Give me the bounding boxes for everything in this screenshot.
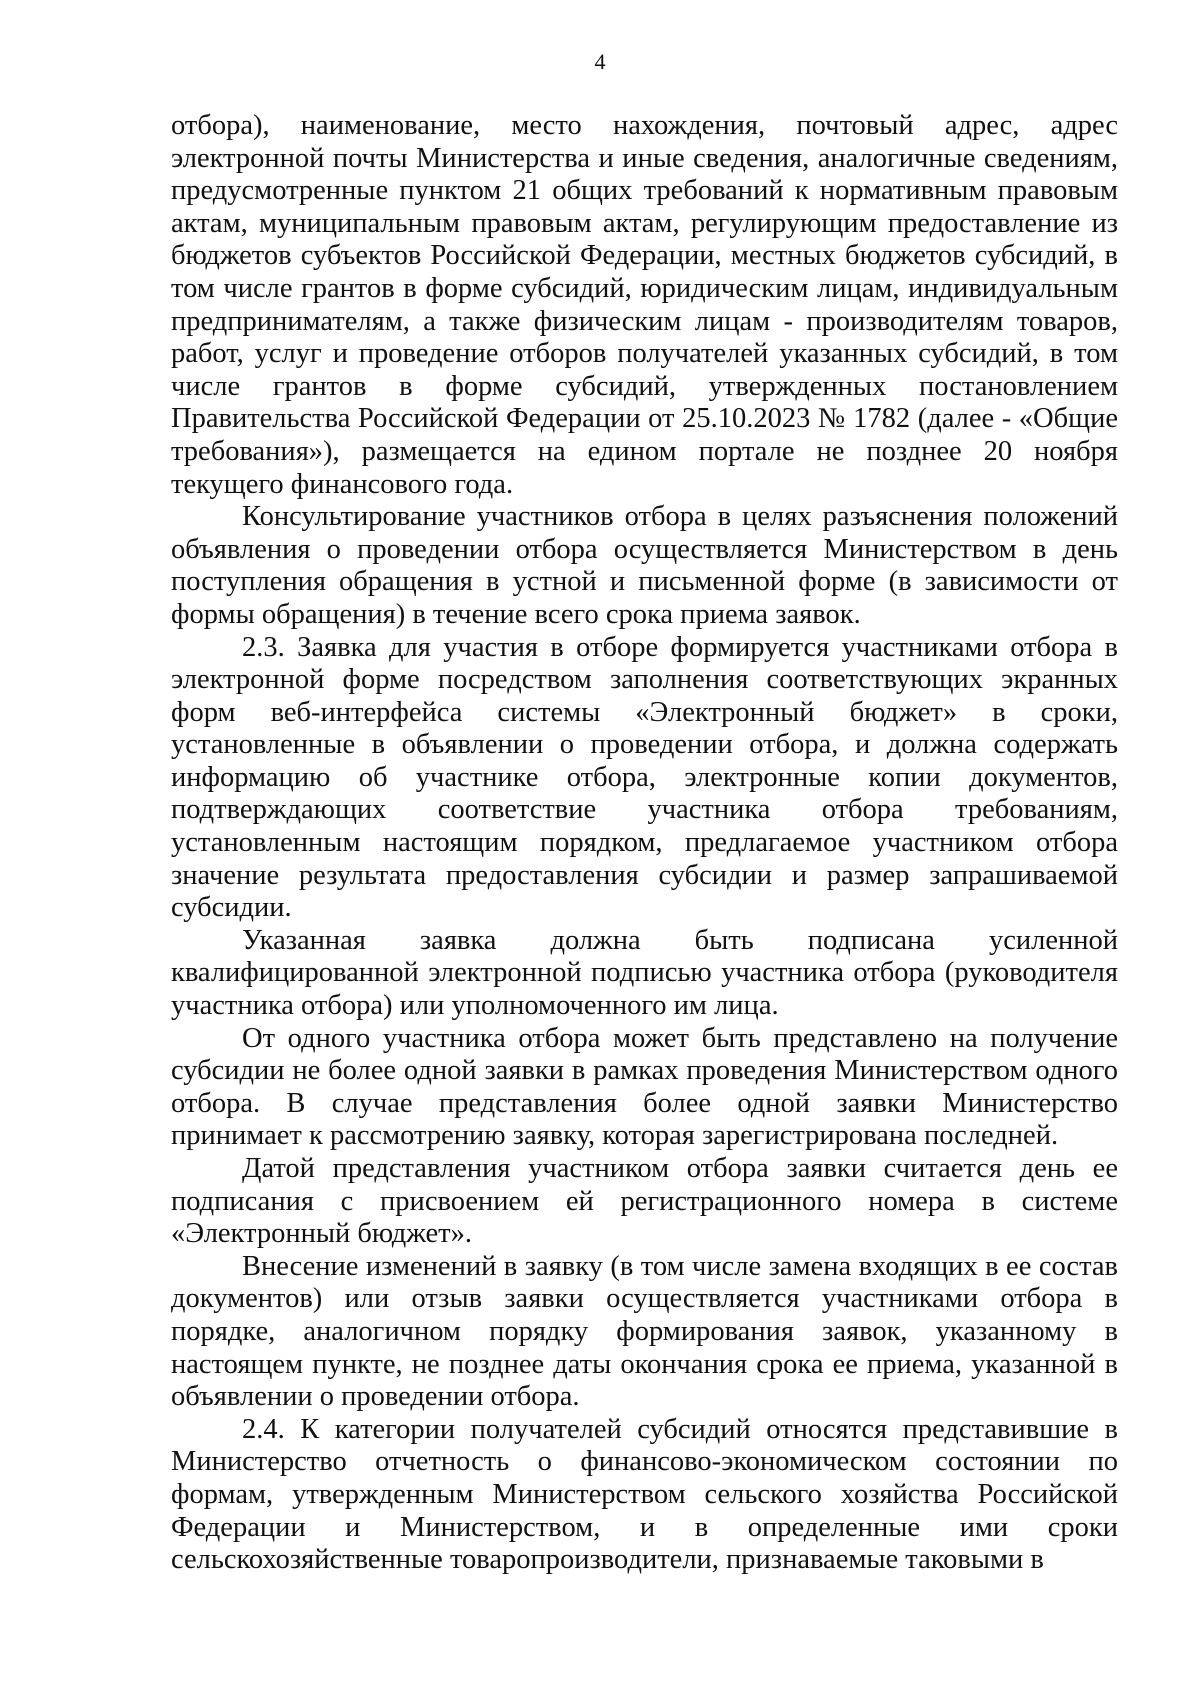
paragraph-one-application: От одного участника отбора может быть представлено на получение субсидии не более одной заявки в рамках проведения Министерством одного отбора. В случае представления более одной заявки Министерство принимает к рассмотрению заявку, которая зарегистрирована последней. xyxy=(171,1022,1118,1152)
paragraph-signature: Указанная заявка должна быть подписана усиленной квалифицированной электронной подписью участника отбора (руководителя участника отбора) или уполномоченного им лица. xyxy=(171,924,1118,1022)
paragraph-continuation: отбора), наименование, место нахождения, почтовый адрес, адрес электронной почты Министерства и иные сведения, аналогичные сведениям, предусмотренные пунктом 21 общих требований к нормативным правовым актам, муниципальным правовым актам, регулирующим предоставление из бюджетов субъектов Российской Федерации, местных бюджетов субсидий, в том числе грантов в форме субсидий, юридическим лицам, индивидуальным предпринимателям, а также физическим лицам - производителям товаров, работ, услуг и проведение отборов получателей указанных субсидий, в том числе грантов в форме субсидий, утвержденных постановлением Правительства Российской Федерации от 25.10.2023 № 1782 (далее - «Общие требования»), размещается на едином портале не позднее 20 ноября текущего финансового года. xyxy=(171,110,1118,500)
document-body xyxy=(171,110,1118,1577)
paragraph-2-3: 2.3. Заявка для участия в отборе формируется участниками отбора в электронной форме посредством заполнения соответствующих экранных форм веб-интерфейса системы «Электронный бюджет» в сроки, установленные в объявлении о проведении отбора, и должна содержать информацию об участнике отбора, электронные копии документов, подтверждающих соответствие участника отбора требованиям, установленным настоящим порядком, предлагаемое участником отбора значение результата предоставления субсидии и размер запрашиваемой субсидии. xyxy=(171,631,1118,924)
page-number: 4 xyxy=(594,49,606,74)
paragraph-2-4: 2.4. К категории получателей субсидий относятся представившие в Министерство отчетность о финансово-экономическом состоянии по формам, утвержденным Министерством сельского хозяйства Российской Федерации и Министерством, и в определенные ими сроки сельскохозяйственные товаропроизводители, признаваемые таковыми в xyxy=(171,1413,1118,1576)
paragraph-amendments: Внесение изменений в заявку (в том числе замена входящих в ее состав документов) или отзыв заявки осуществляется участниками отбора в порядке, аналогичном порядку формирования заявок, указанному в настоящем пункте, не позднее даты окончания срока ее приема, указанной в объявлении о проведении отбора. xyxy=(171,1250,1118,1413)
paragraph-submission-date: Датой представления участником отбора заявки считается день ее подписания с присвоением ей регистрационного номера в системе «Электронный бюджет». xyxy=(171,1153,1118,1250)
paragraph-consultation: Консультирование участников отбора в целях разъяснения положений объявления о проведении отбора осуществляется Министерством в день поступления обращения в устной и письменной форме (в зависимости от формы обращения) в течение всего срока приема заявок. xyxy=(171,501,1118,630)
